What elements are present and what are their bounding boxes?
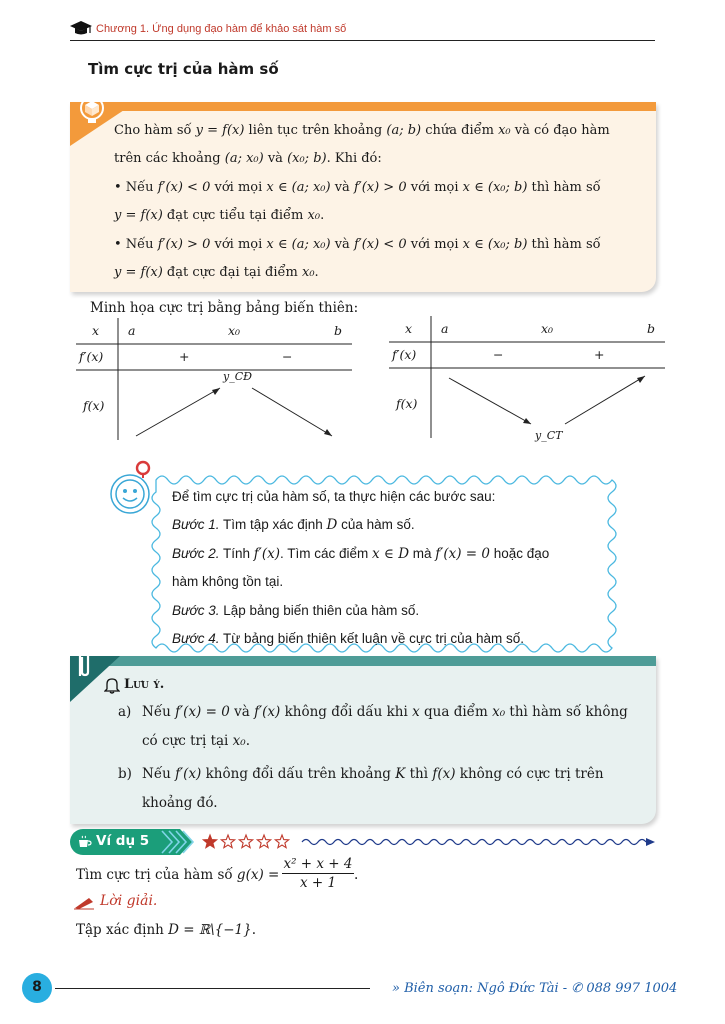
page-number: 8 <box>32 979 42 995</box>
fraction-numerator: x² + x + 4 <box>283 856 353 872</box>
example-problem-end: . <box>354 867 359 883</box>
footer-rule <box>55 988 370 989</box>
table-max-sign-1: + <box>179 349 190 364</box>
note-item-a: Nếu f′(x) = 0 và f′(x) không đổi dấu khi x qua điểm x₀ thì hàm số không <box>142 704 628 720</box>
table-min-extremum: y_CT <box>535 429 563 442</box>
step-2-line-2: hàm không tồn tại. <box>172 574 284 589</box>
table-min-x0: x₀ <box>541 321 554 336</box>
table-min-b: b <box>647 321 656 336</box>
steps-box <box>152 478 614 648</box>
example-fraction <box>282 856 354 891</box>
footer-author: » Biên soạn: Ngô Đức Tài - ✆ 088 997 1004 <box>392 981 678 996</box>
theory-bullet-1: • Nếu f′(x) < 0 với mọi x ∈ (a; x₀) và f′(x) > 0 với mọi x ∈ (x₀; b) thì hàm số <box>114 180 601 195</box>
domain-statement: Tập xác định D = ℝ\{−1}. <box>76 922 257 938</box>
table-max-sign-2: − <box>282 349 293 364</box>
theory-bullet-2: • Nếu f′(x) > 0 với mọi x ∈ (a; x₀) và f′(x) < 0 với mọi x ∈ (x₀; b) thì hàm số <box>114 237 601 252</box>
coffee-cup-icon <box>78 835 92 849</box>
theory-line-1: Cho hàm số y = f(x) liên tục trên khoảng (a; b) chứa điểm x₀ và có đạo hàm <box>114 123 610 138</box>
example-label: Ví dụ 5 <box>96 833 150 849</box>
illustration-label: Minh họa cực trị bằng bảng biến thiên: <box>90 300 359 316</box>
page-header <box>70 18 655 41</box>
variation-table-max-grid <box>76 318 354 440</box>
variation-table-min-grid <box>389 316 667 446</box>
table-max-fprime-label: f′(x) <box>79 349 104 364</box>
pencil-icon <box>74 896 96 910</box>
theory-box-top-bar <box>70 102 656 111</box>
table-min-sign-2: + <box>594 347 605 362</box>
table-min-a: a <box>441 321 449 336</box>
table-max-x-label: x <box>92 323 100 338</box>
paperclip-icon <box>74 648 94 680</box>
note-title: Lưu ý. <box>124 677 165 692</box>
table-min-fprime-label: f′(x) <box>392 347 417 362</box>
steps-intro: Để tìm cực trị của hàm số, ta thực hiện các bước sau: <box>172 489 496 504</box>
table-max-a: a <box>128 323 136 338</box>
star-filled-icon <box>203 835 216 848</box>
theory-bullet-1-line-2: y = f(x) đạt cực tiểu tại điểm x₀. <box>114 208 325 223</box>
theory-bullet-2-line-2: y = f(x) đạt cực đại tại điểm x₀. <box>114 265 319 280</box>
solution-label: Lời giải. <box>100 893 158 909</box>
table-min-f-label: f(x) <box>396 396 418 411</box>
bulb-icon <box>76 94 108 126</box>
step-1: Bước 1. Tìm tập xác định D của hàm số. <box>172 517 415 533</box>
star-empty-icon <box>275 835 288 848</box>
note-item-a-label: a) <box>118 704 132 720</box>
fraction-denominator: x + 1 <box>299 875 337 891</box>
example-chevrons <box>160 829 200 855</box>
smiley-bulb-icon <box>107 458 157 518</box>
table-max-x0: x₀ <box>228 323 241 338</box>
section-title: Tìm cực trị của hàm số <box>88 60 279 78</box>
note-box-top-bar <box>70 656 656 666</box>
chapter-title: Chương 1. Ứng dụng đạo hàm để khảo sát hàm số <box>96 23 347 35</box>
graduation-cap-icon <box>70 21 92 35</box>
variation-table-max <box>76 318 354 440</box>
note-item-b-line-2: khoảng đó. <box>142 795 218 811</box>
table-max-f-label: f(x) <box>83 398 105 413</box>
note-item-b-label: b) <box>118 766 132 782</box>
note-item-a-line-2: có cực trị tại x₀. <box>142 733 250 749</box>
variation-table-min <box>389 316 667 446</box>
note-box <box>70 656 656 824</box>
difficulty-stars <box>200 831 660 853</box>
theory-box <box>70 102 656 292</box>
step-4: Bước 4. Từ bảng biến thiên kết luận về cực trị của hàm số. <box>172 631 524 646</box>
example-problem: Tìm cực trị của hàm số g(x) = <box>76 867 280 883</box>
note-item-b: Nếu f′(x) không đổi dấu trên khoảng K thì f(x) không có cực trị trên <box>142 766 604 782</box>
step-2: Bước 2. Tính f′(x). Tìm các điểm x ∈ D mà f′(x) = 0 hoặc đạo <box>172 546 550 562</box>
star-empty-icon <box>221 835 234 848</box>
bell-icon <box>104 676 120 694</box>
table-max-b: b <box>334 323 343 338</box>
table-max-extremum: y_CĐ <box>223 370 253 383</box>
table-min-sign-1: − <box>493 347 504 362</box>
star-empty-icon <box>257 835 270 848</box>
step-3: Bước 3. Lập bảng biến thiên của hàm số. <box>172 603 420 618</box>
star-empty-icon <box>239 835 252 848</box>
theory-line-2: trên các khoảng (a; x₀) và (x₀; b). Khi đó: <box>114 151 382 166</box>
table-min-x-label: x <box>405 321 413 336</box>
